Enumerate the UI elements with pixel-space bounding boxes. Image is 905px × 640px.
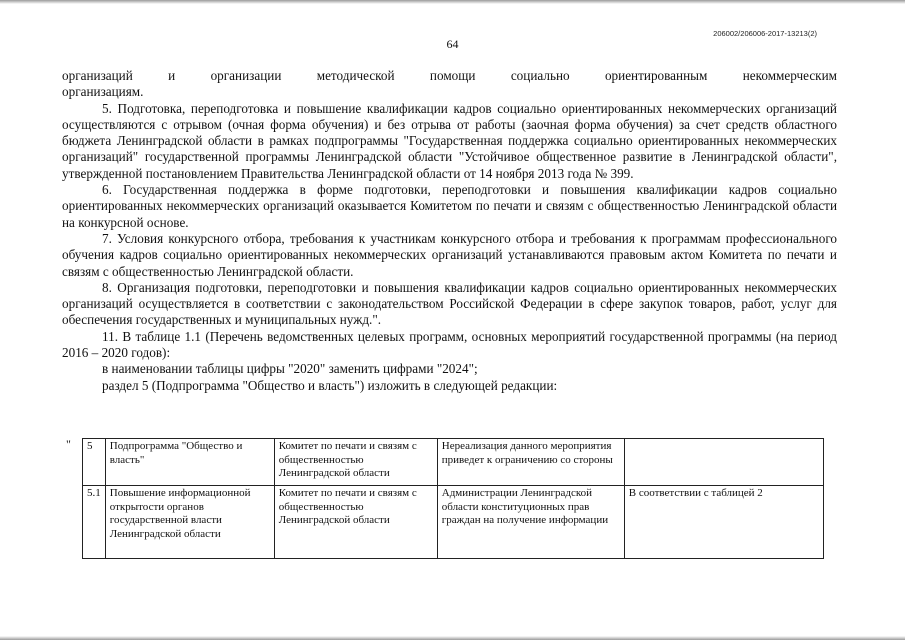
row-executor: Комитет по печати и связям с общественностью Ленинградской области xyxy=(274,486,437,559)
paragraph-6: 6. Государственная поддержка в форме подготовки, переподготовки и повышения квалификации кадров социально ориентированных некоммерческих организаций оказывается Комитетом по печати и связям с общественностью Ленинградской области на конкурсной основе. xyxy=(62,182,837,230)
document-number: 206002/206006-2017-13213(2) xyxy=(713,29,817,38)
row-executor: Комитет по печати и связям с общественностью Ленинградской области xyxy=(274,439,437,486)
scan-top-edge xyxy=(0,0,905,4)
instruction-line-2: раздел 5 (Подпрограмма "Общество и власть") изложить в следующей редакции: xyxy=(102,377,558,393)
document-body xyxy=(62,68,837,394)
paragraph-11: 11. В таблице 1.1 (Перечень ведомственных целевых программ, основных мероприятий государственной программы (на период 2016 – 2020 годов): xyxy=(62,328,837,361)
opening-quote: " xyxy=(66,437,71,451)
program-table xyxy=(82,438,824,559)
paragraph-continuation: организаций и организации методической помощи социально ориентированным некоммерческим xyxy=(62,68,837,83)
paragraph-5: 5. Подготовка, переподготовка и повышение квалификации кадров социально ориентированных некоммерческих организаций осуществляются с отрывом (очная форма обучения) и без отрыва от работы (заочная форма обучения) за счет средств областного бюджета Ленинградской области в рамках подпрограммы "Государственная поддержка социально ориентированных некоммерческих организаций" государственной программы Ленинградской области "Устойчивое общественное развитие в Ленинградской области", утвержденной постановлением Правительства Ленинградской области от 14 ноября 2013 года № 399. xyxy=(62,100,837,181)
paragraph-7: 7. Условия конкурсного отбора, требования к участникам конкурсного отбора и требования к программам профессионального обучения кадров социально ориентированных некоммерческих организаций устанавливаются правовым актом Комитета по печати и связям с общественностью Ленинградской области. xyxy=(62,230,837,279)
paragraph-continuation-end: организациям. xyxy=(62,84,144,100)
table-row xyxy=(83,439,824,486)
row-consequence: Нереализация данного мероприятия приведет к ограничению со стороны xyxy=(437,439,624,486)
row-number: 5 xyxy=(83,439,106,486)
row-number: 5.1 xyxy=(83,486,106,559)
paragraph-8: 8. Организация подготовки, переподготовки и повышения квалификации кадров социально ориентированных некоммерческих организаций осуществляется в соответствии с законодательством Российской Федерации в сфере закупок товаров, работ, услуг для обеспечения государственных и муниципальных нужд.". xyxy=(62,279,837,328)
page-number: 64 xyxy=(446,37,459,51)
scan-bottom-edge xyxy=(0,636,905,640)
table-row xyxy=(83,486,824,559)
row-name: Повышение информационной открытости органов государственной власти Ленинградской области xyxy=(105,486,274,559)
row-name: Подпрограмма "Общество и власть" xyxy=(105,439,274,486)
row-link: В соответствии с таблицей 2 xyxy=(624,486,823,559)
instruction-line-1: в наименовании таблицы цифры "2020" заменить цифрами "2024"; xyxy=(102,361,478,377)
row-consequence: Администрации Ленинградской области конституционных прав граждан на получение информации xyxy=(437,486,624,559)
row-link xyxy=(624,439,823,486)
